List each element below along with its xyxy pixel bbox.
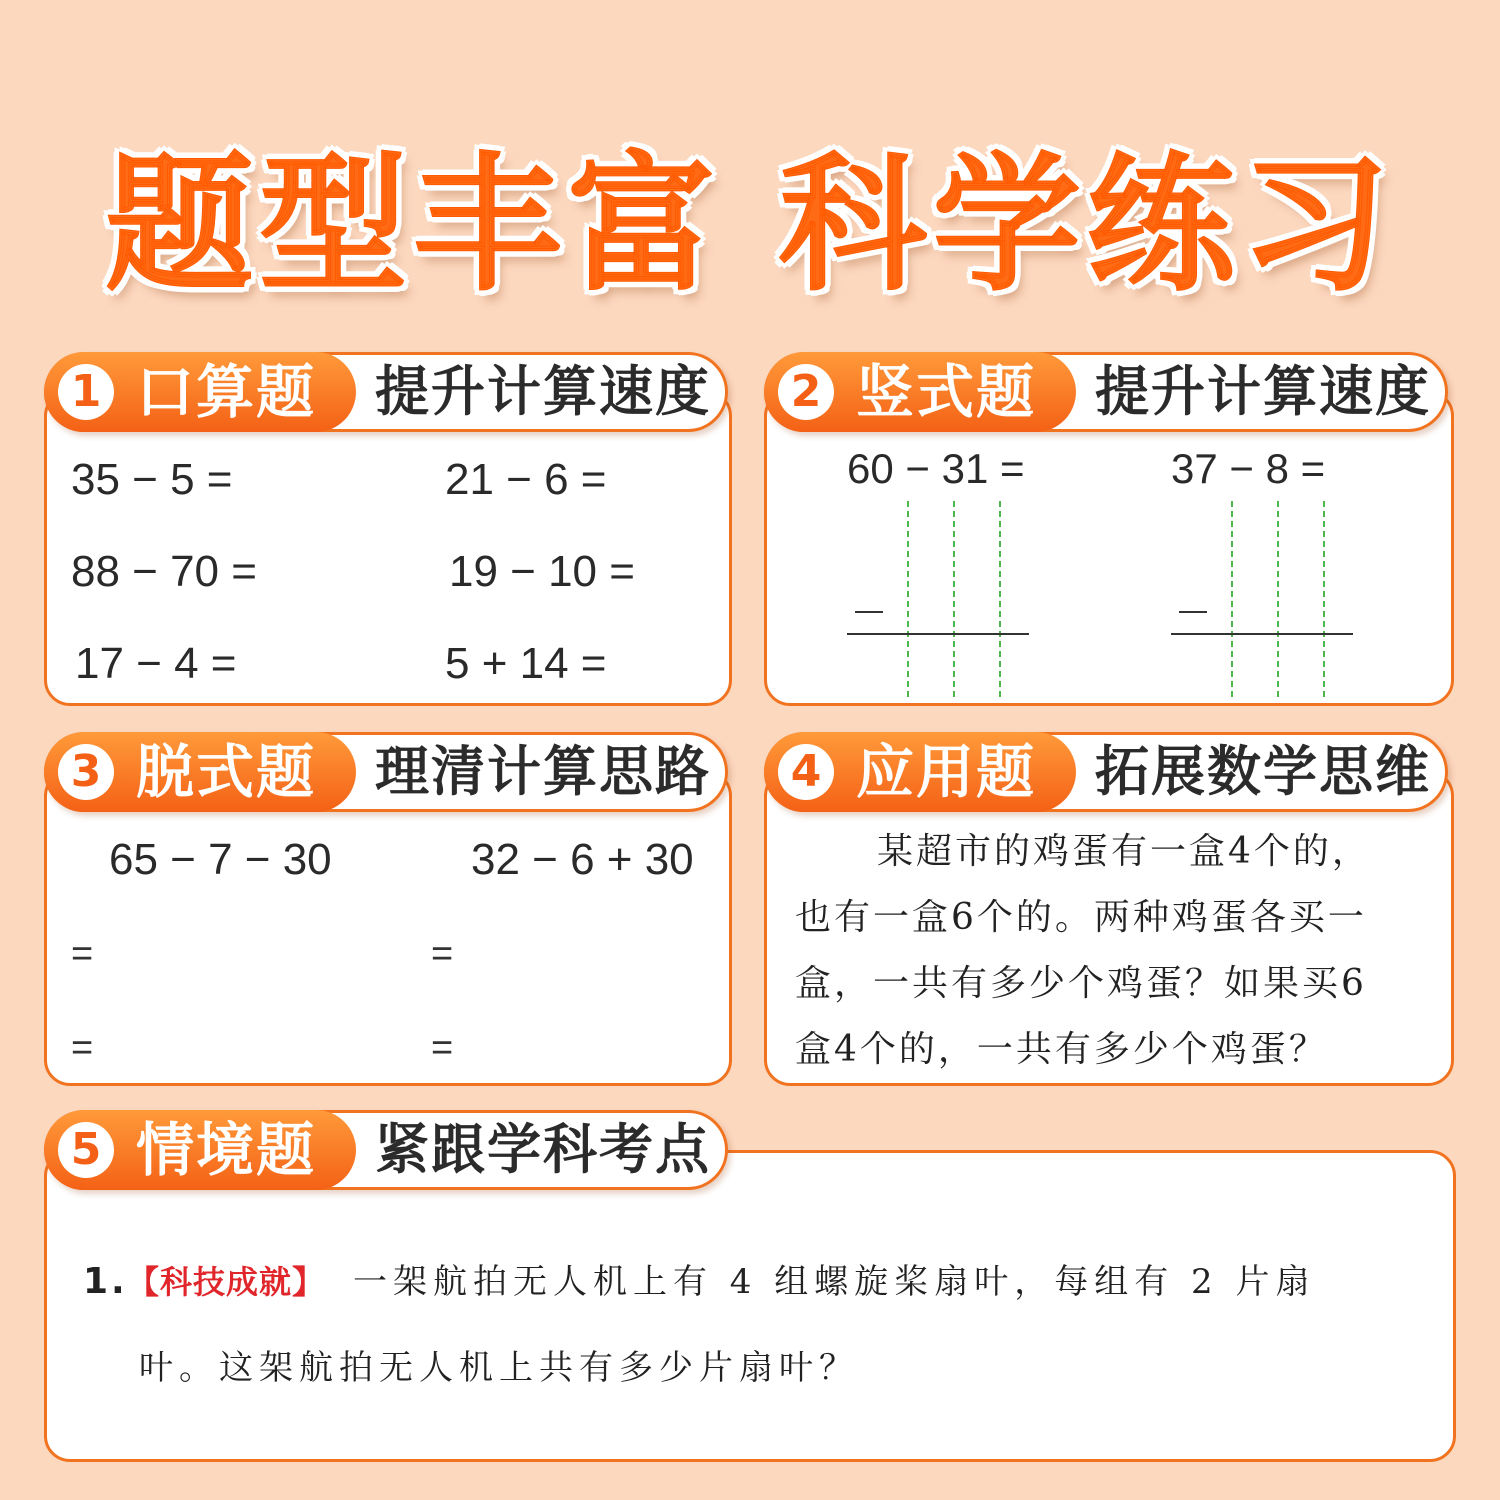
card-scenario: [44, 1150, 1456, 1462]
question-line: 叶。这架航拍无人机上共有多少片扇叶？: [139, 1348, 859, 1388]
equals-sign: =: [431, 1027, 454, 1069]
equation: 35 − 5 =: [71, 455, 233, 504]
question-line: 一架航拍无人机上有 4 组螺旋桨扇叶，每组有 2 片扇: [353, 1262, 1316, 1302]
section-number: 5: [58, 1122, 114, 1178]
section-number: 4: [778, 744, 834, 800]
equation: 21 − 6 =: [445, 455, 607, 504]
section-subtitle: 拓展数学思维: [1095, 740, 1431, 803]
equation: 17 − 4 =: [75, 639, 237, 688]
card-step-calc: [44, 770, 732, 1086]
minus-sign: [1179, 611, 1207, 613]
section-header-2: [764, 352, 1448, 432]
equation: 65 − 7 − 30: [109, 835, 332, 884]
section-subtitle: 紧跟学科考点: [375, 1118, 711, 1181]
section-label: 情境题: [136, 1116, 317, 1184]
question-tag: 【科技成就】: [127, 1263, 326, 1301]
section-header-4: [764, 732, 1448, 812]
section-pill: [764, 352, 1076, 432]
section-number: 3: [58, 744, 114, 800]
section-subtitle: 提升计算速度: [375, 360, 711, 423]
section-pill: [764, 732, 1076, 812]
section-number: 2: [778, 364, 834, 420]
equals-sign: =: [71, 933, 94, 975]
vertical-grid: [847, 501, 1027, 697]
minus-sign: [855, 611, 883, 613]
problem-line: 盒4个的，一共有多少个鸡蛋？: [795, 1029, 1328, 1070]
equation: 19 − 10 =: [449, 547, 635, 596]
section-pill: [44, 1110, 356, 1190]
problem-line: 盒，一共有多少个鸡蛋？如果买6: [795, 963, 1367, 1004]
equation: 60 − 31 =: [847, 445, 1025, 492]
section-header-5: [44, 1110, 728, 1190]
vertical-grid: [1171, 501, 1351, 697]
answer-line: [847, 633, 1029, 635]
equation: 5 + 14 =: [445, 639, 607, 688]
problem-line: 某超市的鸡蛋有一盒4个的，: [877, 831, 1371, 872]
section-label: 脱式题: [136, 738, 317, 806]
section-label: 口算题: [136, 358, 317, 426]
section-header-3: [44, 732, 728, 812]
equation: 88 − 70 =: [71, 547, 257, 596]
card-vertical-calc: [764, 390, 1454, 706]
main-title: 题型丰富 科学练习: [105, 139, 1395, 311]
section-header-1: [44, 352, 728, 432]
section-label: 竖式题: [856, 358, 1037, 426]
equation: 32 − 6 + 30: [471, 835, 694, 884]
problem-line: 也有一盒6个的。两种鸡蛋各买一: [795, 897, 1367, 938]
section-number: 1: [58, 364, 114, 420]
card-oral-calc: [44, 390, 732, 706]
answer-line: [1171, 633, 1353, 635]
question-number: 1.: [83, 1261, 128, 1302]
equals-sign: =: [71, 1027, 94, 1069]
section-subtitle: 提升计算速度: [1095, 360, 1431, 423]
section-pill: [44, 352, 356, 432]
card-word-problem: [764, 770, 1454, 1086]
section-label: 应用题: [856, 738, 1037, 806]
section-pill: [44, 732, 356, 812]
section-subtitle: 理清计算思路: [375, 740, 711, 803]
equals-sign: =: [431, 933, 454, 975]
equation: 37 − 8 =: [1171, 445, 1326, 492]
